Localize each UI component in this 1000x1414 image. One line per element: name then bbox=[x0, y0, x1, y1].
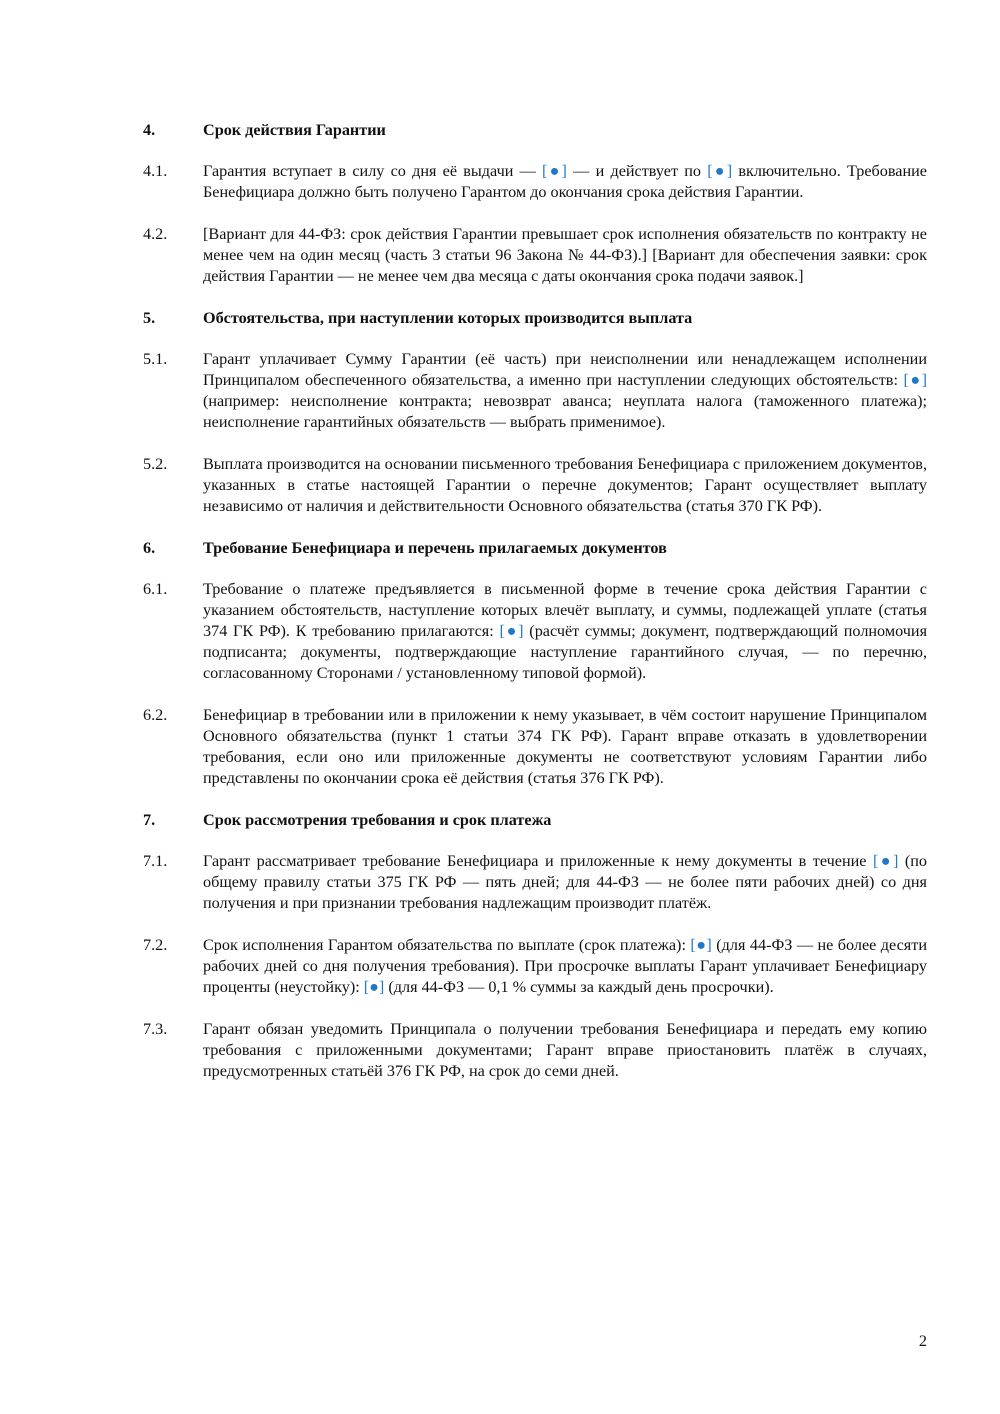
section-heading bbox=[143, 308, 927, 329]
placeholder-marker: [●] bbox=[499, 622, 524, 640]
placeholder-marker: [●] bbox=[707, 162, 733, 180]
clause-text-fragment: Срок исполнения Гарантом обязательства по выплате (срок платежа): bbox=[203, 936, 691, 954]
clause-text bbox=[203, 161, 927, 203]
section-title: Срок действия Гарантии bbox=[203, 121, 386, 139]
clause bbox=[143, 349, 927, 433]
clause bbox=[143, 1019, 927, 1082]
clause-text-fragment: Гарант рассматривает требование Бенефициара и приложенные к нему документы в течение bbox=[203, 852, 873, 870]
clause-text bbox=[203, 579, 927, 684]
clause-text-fragment: (для 44-ФЗ — не более десяти рабочих дней со дня получения требования). При просрочке выплаты Гарант уплачивает Бенефициару проценты (неустойку): bbox=[203, 936, 927, 996]
section-title: Обстоятельства, при наступлении которых производится выплата bbox=[203, 309, 693, 327]
clause-text-fragment: [Вариант для 44-ФЗ: срок действия Гарантии превышает срок исполнения обязательств по контракту не менее чем на один месяц (часть 3 статьи 96 Закона № 44-ФЗ).] [Вариант для обеспечения заявки: срок действия Гарантии — не менее чем два месяца с даты окончания срока подачи заявок.] bbox=[203, 225, 927, 285]
placeholder-marker: [●] bbox=[363, 978, 385, 996]
clause-text-fragment: (расчёт суммы; документ, подтверждающий полномочия подписанта; документы, подтверждающие наступление гарантийного случая, — по перечню, согласованному Сторонами / установленному типовой формой). bbox=[203, 622, 928, 682]
clause-text-fragment: Требование о платеже предъявляется в письменной форме в течение срока действия Гарантии с указанием обстоятельств, наступление которых влечёт выплату, и суммы, подлежащей уплате (статья 374 ГК РФ). К требованию прилагаются: bbox=[203, 580, 927, 640]
clause-text-fragment: Бенефициар в требовании или в приложении к нему указывает, в чём состоит нарушение Принципалом Основного обязательства (пункт 1 статьи 374 ГК РФ). Гарант вправе отказать в удовлетворении требования, если оно или приложенные документы не соответствуют условиям Гарантии либо представлены по окончании срока её действия (статья 376 ГК РФ). bbox=[203, 706, 927, 787]
placeholder-marker: [●] bbox=[903, 371, 928, 389]
clause bbox=[143, 161, 927, 203]
clause-number: 6.1. bbox=[143, 580, 168, 598]
clause bbox=[143, 935, 927, 998]
section-number: 4. bbox=[143, 121, 156, 139]
section-number: 5. bbox=[143, 309, 156, 327]
clause bbox=[143, 224, 927, 287]
clause bbox=[143, 454, 927, 517]
clause-number: 7.2. bbox=[143, 936, 168, 954]
clause-text bbox=[203, 224, 927, 287]
clause-number: 7.1. bbox=[143, 852, 168, 870]
clause-number: 5.1. bbox=[143, 350, 168, 368]
clause-text-fragment: Гарант уплачивает Сумму Гарантии (её часть) при неисполнении или ненадлежащем исполнении Принципалом обеспеченного обязательства, а именно при наступлении следующих обстоятельств: bbox=[203, 350, 927, 389]
page-number: 2 bbox=[918, 1332, 927, 1350]
clause bbox=[143, 705, 927, 789]
section-heading bbox=[143, 538, 927, 559]
clause-text-fragment: Гарант обязан уведомить Принципала о получении требования Бенефициара и передать ему копию требования с приложенными документами; Гарант вправе приостановить платёж в случаях, предусмотренных статьёй 376 ГК РФ, на срок до семи дней. bbox=[203, 1020, 927, 1080]
clause-text-fragment: Выплата производится на основании письменного требования Бенефициара с приложением документов, указанных в статье настоящей Гарантии о перечне документов; Гарант осуществляет выплату независимо от наличия и действительности Основного обязательства (статья 370 ГК РФ). bbox=[203, 455, 927, 515]
clause-text-fragment: (например: неисполнение контракта; невозврат аванса; неуплата налога (таможенного платежа); неисполнение гарантийных обязательств — выбрать применимое). bbox=[203, 392, 927, 431]
clause-text-fragment: — и действует по bbox=[566, 162, 708, 180]
clause bbox=[143, 579, 927, 684]
clause-text-fragment: включительно. Требование Бенефициара должно быть получено Гарантом до окончания срока действия Гарантии. bbox=[203, 162, 927, 201]
clause bbox=[143, 851, 927, 914]
clause-text bbox=[203, 935, 927, 998]
clause-number: 7.3. bbox=[143, 1020, 168, 1038]
section-title: Требование Бенефициара и перечень прилагаемых документов bbox=[203, 539, 667, 557]
placeholder-marker: [●] bbox=[542, 162, 567, 180]
document-body bbox=[143, 120, 927, 1103]
clause-text bbox=[203, 1019, 927, 1082]
clause-text-fragment: (для 44-ФЗ — 0,1 % суммы за каждый день просрочки). bbox=[384, 978, 774, 996]
clause-number: 4.2. bbox=[143, 225, 168, 243]
section-heading bbox=[143, 810, 927, 831]
clause-text-fragment: Гарантия вступает в силу со дня её выдачи — bbox=[203, 162, 543, 180]
placeholder-marker: [●] bbox=[690, 936, 712, 954]
clause-text bbox=[203, 349, 927, 433]
section-heading bbox=[143, 120, 927, 141]
clause-text bbox=[203, 851, 927, 914]
placeholder-marker: [●] bbox=[872, 852, 899, 870]
clause-number: 5.2. bbox=[143, 455, 168, 473]
clause-text-fragment: (по общему правилу статьи 375 ГК РФ — пять дней; для 44-ФЗ — не более пяти рабочих дней) со дня получения и при признании требования надлежащим производит платёж. bbox=[203, 852, 927, 912]
clause-text bbox=[203, 454, 927, 517]
section-number: 6. bbox=[143, 539, 156, 557]
clause-text bbox=[203, 705, 927, 789]
clause-number: 4.1. bbox=[143, 162, 168, 180]
section-title: Срок рассмотрения требования и срок платежа bbox=[203, 811, 552, 829]
clause-number: 6.2. bbox=[143, 706, 168, 724]
section-number: 7. bbox=[143, 811, 156, 829]
